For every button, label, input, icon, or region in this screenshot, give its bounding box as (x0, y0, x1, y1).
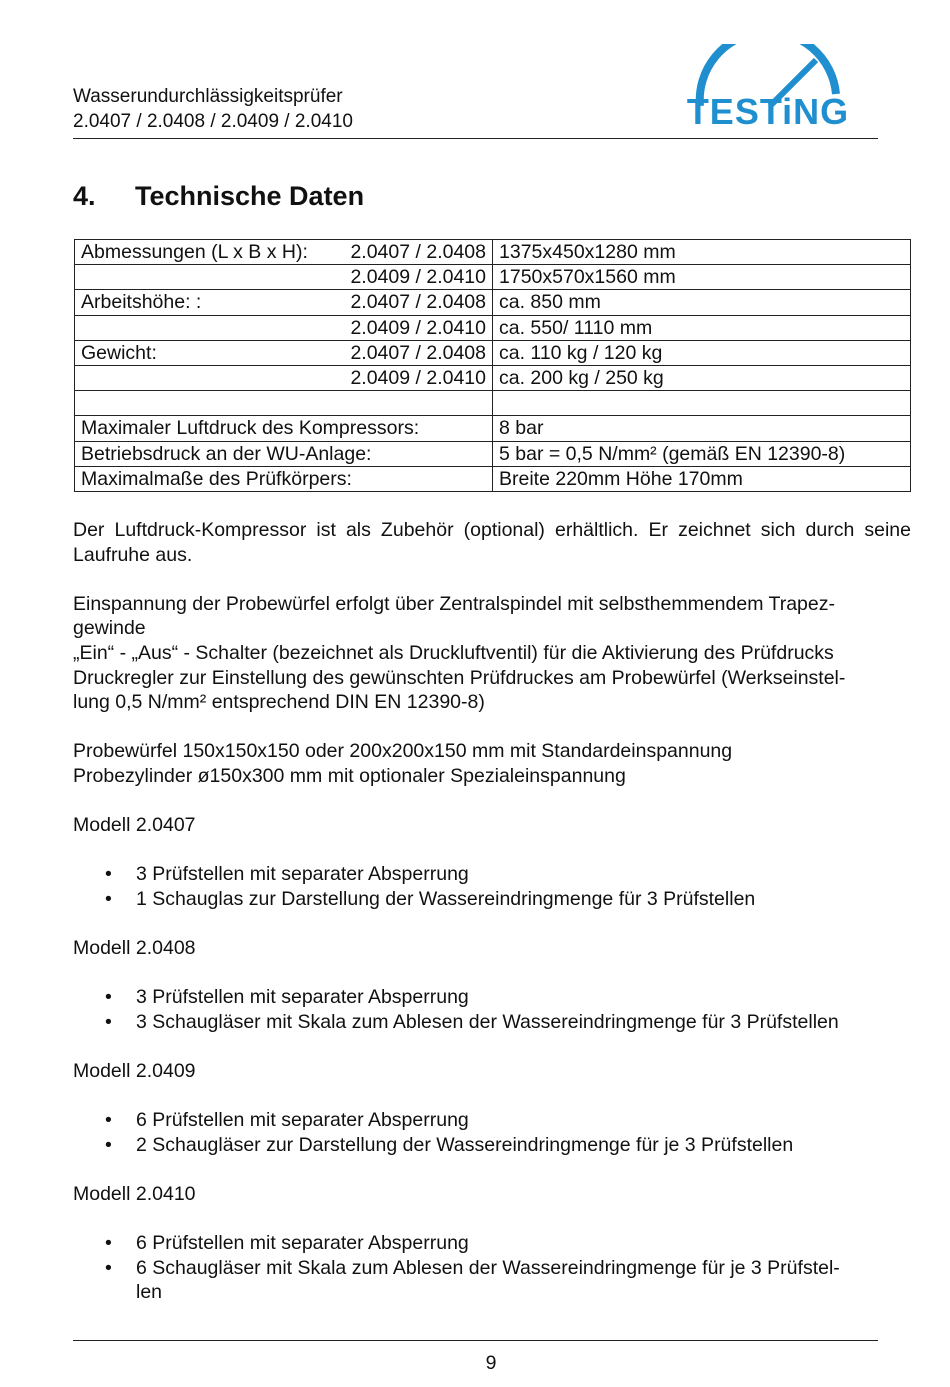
list-item-text: 2 Schaugläser zur Darstellung der Wassereindringmenge für je 3 Prüfstellen (136, 1133, 794, 1156)
spec-label: Abmessungen (L x B x H): (81, 241, 308, 264)
list-item-text: 6 Prüfstellen mit separater Absperrung (136, 1109, 469, 1132)
spec-value: 1750x570x1560 mm (493, 265, 911, 290)
spec-value: ca. 850 mm (493, 290, 911, 315)
spec-value: 1375x450x1280 mm (493, 240, 911, 265)
model-title: Modell 2.0407 (73, 814, 196, 837)
list-item (73, 1231, 911, 1256)
model-list (73, 813, 911, 1305)
spec-label-cell (75, 466, 493, 491)
spec-model: 2.0407 / 2.0408 (350, 291, 486, 314)
header-model-numbers: 2.0407 / 2.0408 / 2.0409 / 2.0410 (73, 111, 353, 132)
body-text (73, 518, 911, 1330)
spec-label: Maximalmaße des Prüfkörpers: (81, 467, 352, 490)
bullet-icon: • (105, 986, 112, 1009)
list-item-text: 3 Prüfstellen mit separater Absperrung (136, 986, 469, 1009)
list-item-text: 1 Schauglas zur Darstellung der Wassereindringmenge für 3 Prüfstellen (136, 887, 756, 910)
spec-row (75, 441, 911, 466)
model-feature-list (73, 985, 911, 1034)
regulator-line-1: Druckregler zur Einstellung des gewünschten Prüfdruckes am Probewürfel (Werkseinstel- (73, 666, 846, 689)
bullet-icon: • (105, 1109, 112, 1132)
spec-row (75, 290, 911, 315)
spec-model: 2.0407 / 2.0408 (350, 341, 486, 364)
list-item (73, 1256, 911, 1305)
header-text (73, 84, 353, 134)
spec-label-cell (75, 365, 493, 390)
spec-row (75, 315, 911, 340)
list-item (73, 1108, 911, 1133)
spec-label-cell (75, 240, 493, 265)
list-item (73, 862, 911, 887)
spec-row (75, 466, 911, 491)
section-number: 4. (73, 181, 96, 211)
spec-label: Maximaler Luftdruck des Kompressors: (81, 417, 420, 440)
bullet-icon: • (105, 1232, 112, 1255)
model-title: Modell 2.0410 (73, 1183, 196, 1206)
spec-label-cell (75, 315, 493, 340)
bullet-icon: • (105, 1010, 112, 1033)
spec-label-cell (75, 340, 493, 365)
section-heading (73, 176, 364, 216)
bullet-icon: • (105, 887, 112, 910)
spec-value: 5 bar = 0,5 N/mm² (gemäß EN 12390-8) (493, 441, 911, 466)
spec-label: Arbeitshöhe: : (81, 291, 202, 314)
spec-value: ca. 550/ 1110 mm (493, 315, 911, 340)
testing-logo (658, 44, 878, 134)
spec-label-cell (75, 290, 493, 315)
cube-line: Probewürfel 150x150x150 oder 200x200x150 mm mit Standardeinspannung (73, 740, 733, 763)
spec-value: Breite 220mm Höhe 170mm (493, 466, 911, 491)
spec-row (75, 240, 911, 265)
cylinder-line: Probezylinder ø150x300 mm mit optionaler Spezialeinspannung (73, 764, 626, 787)
spec-label-cell (75, 265, 493, 290)
compressor-paragraph: Der Luftdruck-Kompressor ist als Zubehör (optional) erhältlich. Er zeichnet sich durch seine Laufruhe aus. (73, 519, 911, 566)
logo-text: TESTiNG (686, 91, 850, 132)
section-title: Technische Daten (135, 181, 365, 211)
spec-label: Gewicht: (81, 341, 157, 364)
spec-row (75, 391, 911, 416)
spec-value (493, 391, 911, 416)
list-item (73, 1010, 911, 1035)
spec-model: 2.0407 / 2.0408 (350, 241, 486, 264)
list-item-text: 3 Schaugläser mit Skala zum Ablesen der Wassereindringmenge für 3 Prüfstellen (136, 1010, 839, 1033)
spec-row (75, 265, 911, 290)
spec-label-cell (75, 391, 493, 416)
spec-model: 2.0409 / 2.0410 (350, 367, 486, 390)
spec-value: ca. 110 kg / 120 kg (493, 340, 911, 365)
list-item (73, 1133, 911, 1158)
spec-row (75, 340, 911, 365)
list-item (73, 887, 911, 912)
switch-line: „Ein“ - „Aus“ - Schalter (bezeichnet als Druckluftventil) für die Aktivierung des Prüfdrucks (73, 641, 834, 664)
spec-label-cell (75, 441, 493, 466)
spec-row (75, 365, 911, 390)
spec-value: ca. 200 kg / 250 kg (493, 365, 911, 390)
technical-data-table (74, 239, 911, 492)
list-item-text: 3 Prüfstellen mit separater Absperrung (136, 863, 469, 886)
list-item (73, 985, 911, 1010)
spec-row (75, 416, 911, 441)
model-feature-list (73, 862, 911, 911)
list-item-text: 6 Schaugläser mit Skala zum Ablesen der Wassereindringmenge für je 3 Prüfstel- (136, 1256, 840, 1279)
specimen-paragraph (73, 739, 911, 788)
model-title: Modell 2.0409 (73, 1060, 196, 1083)
header-title: Wasserundurchlässigkeitsprüfer (73, 86, 343, 107)
model-feature-list (73, 1231, 911, 1305)
regulator-line-2: lung 0,5 N/mm² entsprechend DIN EN 12390-8) (73, 691, 485, 714)
clamping-paragraph (73, 592, 911, 715)
bullet-icon: • (105, 1133, 112, 1156)
model-title: Modell 2.0408 (73, 937, 196, 960)
bullet-icon: • (105, 1256, 112, 1279)
model-feature-list (73, 1108, 911, 1157)
page-number: 9 (485, 1352, 497, 1374)
spec-label: Betriebsdruck an der WU-Anlage: (81, 442, 372, 465)
footer-rule (73, 1340, 878, 1341)
spec-model: 2.0409 / 2.0410 (350, 316, 486, 339)
spec-label-cell (75, 416, 493, 441)
list-item-text-continued: len (136, 1281, 163, 1304)
clamping-line-1: Einspannung der Probewürfel erfolgt über Zentralspindel mit selbsthemmendem Trapez- (73, 592, 835, 615)
list-item-text: 6 Prüfstellen mit separater Absperrung (136, 1232, 469, 1255)
bullet-icon: • (105, 863, 112, 886)
spec-model: 2.0409 / 2.0410 (350, 266, 486, 289)
page-header (73, 82, 878, 139)
clamping-line-2: gewinde (73, 617, 146, 640)
spec-value: 8 bar (493, 416, 911, 441)
